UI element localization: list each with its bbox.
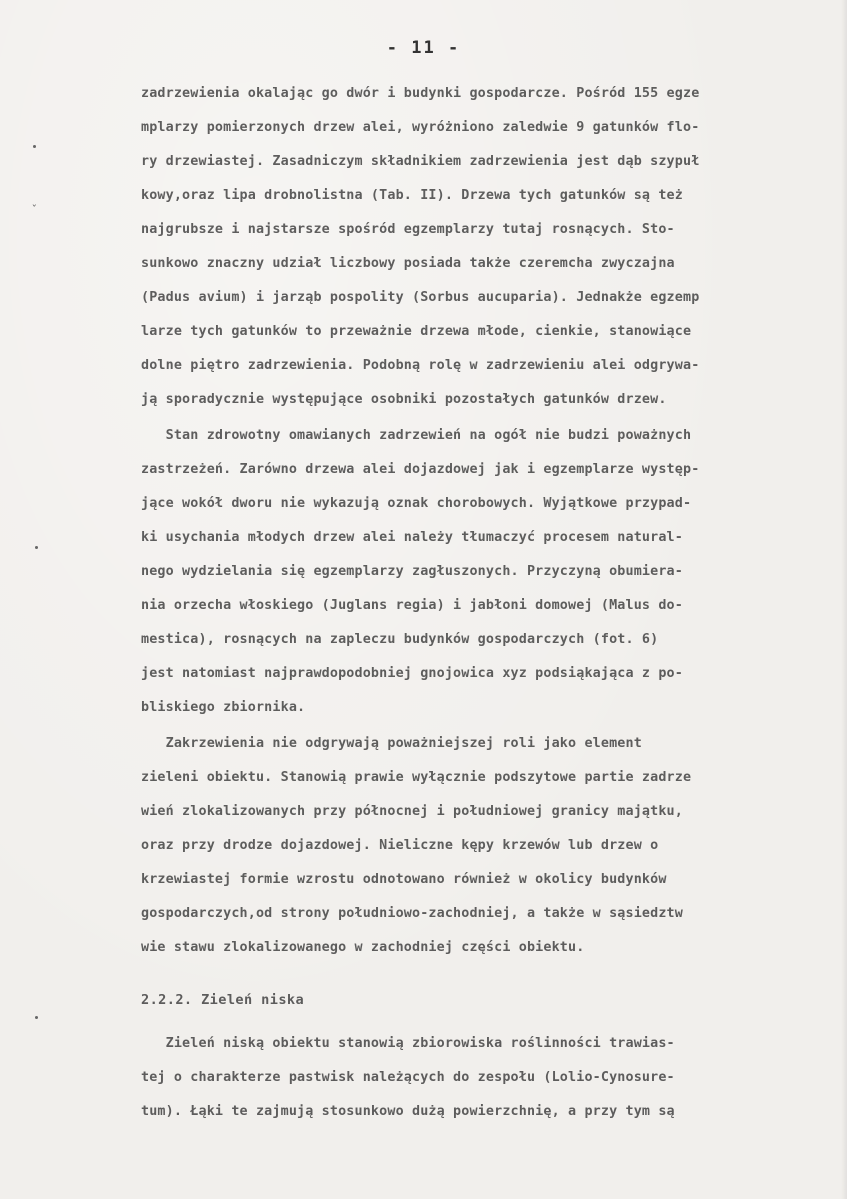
- body-line: jące wokół dworu nie wykazują oznak chorobowych. Wyjątkowe przypad-: [141, 496, 692, 511]
- body-line: nia orzecha włoskiego (Juglans regia) i jabłoni domowej (Malus do-: [141, 598, 683, 613]
- scan-edge-shadow: [841, 0, 847, 1199]
- section-line: Zieleń niską obiektu stanowią zbiorowiska roślinności trawias-: [141, 1036, 675, 1051]
- margin-tick: ˇ: [31, 203, 38, 216]
- body-line: nego wydzielania się egzemplarzy zagłuszonych. Przyczyną obumiera-: [141, 564, 683, 579]
- section-line: tej o charakterze pastwisk należących do zespołu (Lolio-Cynosure-: [141, 1070, 675, 1085]
- page-number: - 11 -: [386, 38, 461, 58]
- body-line: jest natomiast najprawdopodobniej gnojowica xyz podsiąkająca z po-: [141, 666, 683, 681]
- body-line: mestica), rosnących na zapleczu budynków gospodarczych (fot. 6): [141, 632, 659, 647]
- body-line: oraz przy drodze dojazdowej. Nieliczne kępy krzewów lub drzew o: [141, 838, 659, 853]
- margin-dot: [33, 145, 36, 148]
- body-line: (Padus avium) i jarząb pospolity (Sorbus aucuparia). Jednakże egzemp: [141, 290, 700, 305]
- body-line: dolne piętro zadrzewienia. Podobną rolę w zadrzewieniu alei odgrywa-: [141, 358, 700, 373]
- body-line: Stan zdrowotny omawianych zadrzewień na ogół nie budzi poważnych: [141, 428, 692, 443]
- body-line: mplarzy pomierzonych drzew alei, wyróżniono zaledwie 9 gatunków flo-: [141, 120, 700, 135]
- body-line: Zakrzewienia nie odgrywają poważniejszej roli jako element: [141, 736, 642, 751]
- section-line: tum). Łąki te zajmują stosunkowo dużą powierzchnię, a przy tym są: [141, 1104, 675, 1119]
- body-line: najgrubsze i najstarsze spośród egzemplarzy tutaj rosnących. Sto-: [141, 222, 675, 237]
- body-line: bliskiego zbiornika.: [141, 700, 306, 715]
- body-line: krzewiastej formie wzrostu odnotowano również w okolicy budynków: [141, 872, 667, 887]
- body-line: gospodarczych,od strony południowo-zachodniej, a także w sąsiedztw: [141, 906, 683, 921]
- body-line: ki usychania młodych drzew alei należy tłumaczyć procesem natural-: [141, 530, 683, 545]
- body-line: zadrzewienia okalając go dwór i budynki gospodarcze. Pośród 155 egze: [141, 86, 700, 101]
- body-line: wie stawu zlokalizowanego w zachodniej części obiektu.: [141, 940, 585, 955]
- margin-dot: [35, 546, 38, 549]
- body-line: larze tych gatunków to przeważnie drzewa młode, cienkie, stanowiące: [141, 324, 692, 339]
- body-line: sunkowo znaczny udział liczbowy posiada także czeremcha zwyczajna: [141, 256, 675, 271]
- margin-dot: [35, 1016, 38, 1019]
- body-line: kowy,oraz lipa drobnolistna (Tab. II). Drzewa tych gatunków są też: [141, 188, 683, 203]
- body-line: zastrzeżeń. Zarówno drzewa alei dojazdowej jak i egzemplarze występ-: [141, 462, 700, 477]
- body-line: zieleni obiektu. Stanowią prawie wyłącznie podszytowe partie zadrze: [141, 770, 692, 785]
- body-line: ry drzewiastej. Zasadniczym składnikiem zadrzewienia jest dąb szypuł: [141, 154, 700, 169]
- body-line: ją sporadycznie występujące osobniki pozostałych gatunków drzew.: [141, 392, 667, 407]
- body-line: wień zlokalizowanych przy północnej i południowej granicy majątku,: [141, 804, 683, 819]
- section-heading: 2.2.2. Zieleń niska: [141, 992, 305, 1008]
